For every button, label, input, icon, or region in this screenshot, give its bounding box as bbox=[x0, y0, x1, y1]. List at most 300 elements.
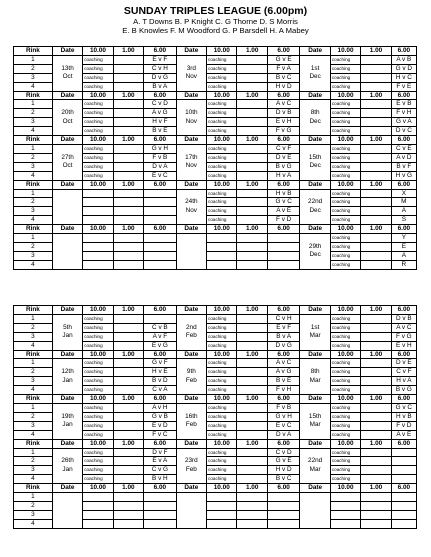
match-6pm: A v H bbox=[144, 403, 177, 412]
slot-1pm bbox=[237, 127, 267, 136]
header-cell: Date bbox=[52, 180, 82, 189]
coaching-slot: coaching bbox=[83, 118, 113, 127]
match-6pm bbox=[267, 242, 300, 251]
rink-row bbox=[14, 100, 417, 109]
match-6pm: C v B bbox=[144, 323, 177, 332]
slot-1pm bbox=[113, 127, 143, 136]
match-6pm: H v G bbox=[391, 171, 416, 180]
header-cell: Date bbox=[52, 136, 82, 145]
coaching-slot: coaching bbox=[207, 359, 237, 368]
match-6pm: B v C bbox=[267, 475, 300, 484]
match-6pm: G v D bbox=[391, 64, 416, 73]
coaching-slot: coaching bbox=[330, 386, 360, 395]
match-6pm: A bbox=[391, 251, 416, 260]
coaching-slot bbox=[83, 189, 113, 198]
header-cell: 1.00 bbox=[361, 439, 391, 448]
match-6pm: D v E bbox=[391, 359, 416, 368]
match-6pm: A v G bbox=[144, 109, 177, 118]
slot-1pm bbox=[361, 127, 391, 136]
match-6pm bbox=[391, 475, 416, 484]
rink-row bbox=[14, 403, 417, 412]
match-6pm: C v G bbox=[144, 466, 177, 475]
slot-1pm bbox=[361, 234, 391, 243]
slot-1pm bbox=[237, 430, 267, 439]
coaching-slot: coaching bbox=[207, 403, 237, 412]
rink-number: 4 bbox=[14, 216, 53, 225]
coaching-slot: coaching bbox=[330, 242, 360, 251]
date-month: Dec bbox=[309, 251, 321, 259]
rink-number: 4 bbox=[14, 475, 53, 484]
date-day: 29th bbox=[308, 242, 322, 250]
slot-1pm bbox=[237, 144, 267, 153]
match-6pm: F v H bbox=[267, 386, 300, 395]
slot-1pm bbox=[237, 493, 267, 502]
header-cell: 6.00 bbox=[391, 136, 416, 145]
match-date bbox=[300, 189, 330, 225]
coaching-slot: coaching bbox=[83, 127, 113, 136]
slot-1pm bbox=[113, 171, 143, 180]
match-6pm: D v B bbox=[391, 314, 416, 323]
slot-1pm bbox=[237, 216, 267, 225]
match-date bbox=[52, 100, 82, 136]
rink-row bbox=[14, 144, 417, 153]
slot-1pm bbox=[113, 216, 143, 225]
slot-1pm bbox=[237, 251, 267, 260]
header-cell: 1.00 bbox=[113, 180, 143, 189]
slot-1pm bbox=[361, 493, 391, 502]
header-cell: 6.00 bbox=[391, 306, 416, 315]
match-6pm: G v B bbox=[144, 412, 177, 421]
header-cell: 6.00 bbox=[391, 395, 416, 404]
coaching-slot bbox=[207, 260, 237, 269]
match-date bbox=[300, 448, 330, 484]
coaching-slot bbox=[207, 510, 237, 519]
match-6pm: F v H bbox=[391, 109, 416, 118]
slot-1pm bbox=[361, 189, 391, 198]
slot-1pm bbox=[237, 198, 267, 207]
date-day: 20th bbox=[61, 109, 74, 117]
header-cell: 10.00 bbox=[330, 225, 360, 234]
header-cell: 1.00 bbox=[237, 47, 267, 56]
slot-1pm bbox=[237, 314, 267, 323]
header-cell: 10.00 bbox=[207, 225, 237, 234]
coaching-slot: coaching bbox=[207, 82, 237, 91]
header-row bbox=[14, 47, 417, 56]
header-cell: 10.00 bbox=[207, 439, 237, 448]
coaching-slot: coaching bbox=[207, 216, 237, 225]
slot-1pm bbox=[237, 153, 267, 162]
rink-number: 2 bbox=[14, 501, 53, 510]
coaching-slot bbox=[83, 493, 113, 502]
rink-number: 2 bbox=[14, 242, 53, 251]
match-date bbox=[176, 493, 206, 529]
rink-number: 3 bbox=[14, 510, 53, 519]
slot-1pm bbox=[361, 359, 391, 368]
coaching-slot: coaching bbox=[207, 109, 237, 118]
rink-number: 3 bbox=[14, 162, 53, 171]
rink-row bbox=[14, 493, 417, 502]
match-6pm bbox=[391, 448, 416, 457]
header-cell: 10.00 bbox=[83, 395, 113, 404]
header-cell: 10.00 bbox=[83, 91, 113, 100]
slot-1pm bbox=[361, 457, 391, 466]
header-cell: 10.00 bbox=[83, 306, 113, 315]
slot-1pm bbox=[361, 251, 391, 260]
slot-1pm bbox=[361, 341, 391, 350]
match-6pm: E v F bbox=[267, 323, 300, 332]
date-month: Feb bbox=[185, 421, 197, 429]
match-6pm: E v A bbox=[144, 457, 177, 466]
match-date bbox=[176, 189, 206, 225]
header-cell: 10.00 bbox=[330, 439, 360, 448]
slot-1pm bbox=[237, 323, 267, 332]
match-6pm: A v F bbox=[144, 332, 177, 341]
header-cell: 1.00 bbox=[361, 350, 391, 359]
match-6pm: A v C bbox=[267, 100, 300, 109]
header-cell: 1.00 bbox=[237, 484, 267, 493]
slot-1pm bbox=[113, 403, 143, 412]
header-cell: Date bbox=[300, 395, 330, 404]
coaching-slot: coaching bbox=[330, 457, 360, 466]
match-date bbox=[52, 448, 82, 484]
header-cell: 6.00 bbox=[391, 47, 416, 56]
header-cell: Rink bbox=[14, 91, 53, 100]
slot-1pm bbox=[113, 421, 143, 430]
header-cell: 10.00 bbox=[83, 484, 113, 493]
slot-1pm bbox=[361, 216, 391, 225]
date-day: 15th bbox=[308, 412, 322, 420]
coaching-slot: coaching bbox=[83, 368, 113, 377]
date-month: Nov bbox=[185, 162, 198, 170]
match-6pm: C v F bbox=[267, 144, 300, 153]
header-cell: 6.00 bbox=[267, 439, 300, 448]
coaching-slot: coaching bbox=[207, 466, 237, 475]
header-cell: 10.00 bbox=[83, 47, 113, 56]
header-cell: 10.00 bbox=[330, 306, 360, 315]
match-6pm bbox=[144, 501, 177, 510]
date-day: 5th bbox=[63, 323, 72, 331]
slot-1pm bbox=[361, 386, 391, 395]
header-cell: 6.00 bbox=[391, 484, 416, 493]
date-day: 22nd bbox=[308, 457, 323, 465]
match-6pm: G v F bbox=[144, 359, 177, 368]
match-6pm bbox=[144, 207, 177, 216]
header-cell: 1.00 bbox=[237, 180, 267, 189]
date-month: Nov bbox=[185, 117, 198, 125]
match-date bbox=[52, 359, 82, 395]
match-6pm: E bbox=[391, 242, 416, 251]
match-6pm bbox=[391, 501, 416, 510]
rink-row bbox=[14, 189, 417, 198]
slot-1pm bbox=[113, 510, 143, 519]
date-month: Feb bbox=[185, 332, 197, 340]
coaching-slot: coaching bbox=[83, 82, 113, 91]
slot-1pm bbox=[113, 341, 143, 350]
match-6pm: B v A bbox=[144, 82, 177, 91]
slot-1pm bbox=[113, 475, 143, 484]
coaching-slot: coaching bbox=[207, 314, 237, 323]
match-6pm: G v E bbox=[267, 55, 300, 64]
header-cell: 10.00 bbox=[207, 306, 237, 315]
header-cell: Date bbox=[176, 439, 206, 448]
match-6pm: A v E bbox=[267, 207, 300, 216]
header-cell: 1.00 bbox=[361, 47, 391, 56]
slot-1pm bbox=[237, 242, 267, 251]
header-row bbox=[14, 91, 417, 100]
date-day: 19th bbox=[61, 412, 74, 420]
coaching-slot: coaching bbox=[207, 153, 237, 162]
slot-1pm bbox=[361, 332, 391, 341]
coaching-slot: coaching bbox=[83, 100, 113, 109]
match-6pm: D v G bbox=[144, 73, 177, 82]
rink-number: 3 bbox=[14, 377, 53, 386]
header-cell: Date bbox=[300, 136, 330, 145]
match-6pm bbox=[391, 466, 416, 475]
header-cell: 10.00 bbox=[207, 91, 237, 100]
header-cell: 6.00 bbox=[267, 180, 300, 189]
header-cell: Date bbox=[300, 180, 330, 189]
rink-number: 1 bbox=[14, 55, 53, 64]
rink-number: 2 bbox=[14, 412, 53, 421]
slot-1pm bbox=[237, 412, 267, 421]
coaching-slot: coaching bbox=[207, 118, 237, 127]
match-6pm: E v D bbox=[144, 421, 177, 430]
slot-1pm bbox=[361, 100, 391, 109]
date-month: Oct bbox=[62, 73, 73, 81]
header-cell: 1.00 bbox=[237, 350, 267, 359]
match-date bbox=[300, 55, 330, 91]
coaching-slot: coaching bbox=[207, 171, 237, 180]
header-cell: Date bbox=[52, 225, 82, 234]
coaching-slot: coaching bbox=[83, 448, 113, 457]
match-6pm: G v A bbox=[391, 118, 416, 127]
match-6pm: D v A bbox=[144, 162, 177, 171]
slot-1pm bbox=[237, 82, 267, 91]
rink-row bbox=[14, 55, 417, 64]
header-cell: 10.00 bbox=[207, 47, 237, 56]
header-cell: 6.00 bbox=[267, 136, 300, 145]
coaching-slot: coaching bbox=[83, 153, 113, 162]
coaching-slot: coaching bbox=[330, 403, 360, 412]
rink-number: 1 bbox=[14, 359, 53, 368]
date-month: Mar bbox=[309, 332, 321, 340]
slot-1pm bbox=[113, 501, 143, 510]
coaching-slot: coaching bbox=[330, 162, 360, 171]
coaching-slot bbox=[207, 501, 237, 510]
slot-1pm bbox=[361, 377, 391, 386]
match-6pm bbox=[144, 234, 177, 243]
slot-1pm bbox=[237, 457, 267, 466]
slot-1pm bbox=[113, 162, 143, 171]
header-cell: 1.00 bbox=[361, 484, 391, 493]
rink-number: 1 bbox=[14, 100, 53, 109]
date-day: 8th bbox=[310, 368, 320, 376]
match-date bbox=[52, 403, 82, 439]
slot-1pm bbox=[361, 501, 391, 510]
slot-1pm bbox=[361, 323, 391, 332]
match-6pm bbox=[267, 501, 300, 510]
match-6pm: A v B bbox=[391, 55, 416, 64]
header-cell: 1.00 bbox=[361, 225, 391, 234]
header-cell: Date bbox=[176, 136, 206, 145]
match-6pm: D v E bbox=[267, 153, 300, 162]
match-6pm: G v C bbox=[267, 198, 300, 207]
header-cell: Date bbox=[300, 484, 330, 493]
coaching-slot bbox=[83, 198, 113, 207]
header-cell: 1.00 bbox=[237, 439, 267, 448]
coaching-slot bbox=[207, 519, 237, 528]
date-month: Jan bbox=[62, 332, 73, 340]
slot-1pm bbox=[237, 55, 267, 64]
header-cell: 1.00 bbox=[113, 350, 143, 359]
rink-number: 1 bbox=[14, 448, 53, 457]
match-date bbox=[176, 403, 206, 439]
rink-number: 1 bbox=[14, 189, 53, 198]
coaching-slot: coaching bbox=[83, 457, 113, 466]
match-6pm: A bbox=[391, 207, 416, 216]
slot-1pm bbox=[361, 118, 391, 127]
date-day: 16th bbox=[185, 412, 198, 420]
date-day: 1st bbox=[310, 64, 320, 72]
slot-1pm bbox=[237, 260, 267, 269]
header-cell: 6.00 bbox=[391, 180, 416, 189]
slot-1pm bbox=[361, 475, 391, 484]
coaching-slot: coaching bbox=[330, 234, 360, 243]
slot-1pm bbox=[113, 64, 143, 73]
match-6pm: E v H bbox=[267, 118, 300, 127]
header-cell: 6.00 bbox=[267, 395, 300, 404]
rink-number: 3 bbox=[14, 207, 53, 216]
coaching-slot: coaching bbox=[330, 368, 360, 377]
rink-number: 4 bbox=[14, 127, 53, 136]
coaching-slot: coaching bbox=[330, 55, 360, 64]
rink-number: 2 bbox=[14, 198, 53, 207]
rink-number: 4 bbox=[14, 171, 53, 180]
match-6pm bbox=[144, 314, 177, 323]
slot-1pm bbox=[237, 109, 267, 118]
match-6pm: D v F bbox=[144, 448, 177, 457]
slot-1pm bbox=[237, 171, 267, 180]
coaching-slot: coaching bbox=[83, 314, 113, 323]
date-day: 9th bbox=[186, 368, 196, 376]
date-day: 15th bbox=[308, 153, 322, 161]
header-row bbox=[14, 180, 417, 189]
date-day: 24th bbox=[185, 198, 198, 206]
match-6pm bbox=[144, 189, 177, 198]
slot-1pm bbox=[113, 189, 143, 198]
header-cell: 6.00 bbox=[144, 350, 177, 359]
slot-1pm bbox=[113, 412, 143, 421]
match-date bbox=[176, 448, 206, 484]
slot-1pm bbox=[237, 189, 267, 198]
match-6pm: G v C bbox=[391, 403, 416, 412]
date-day: 8th bbox=[310, 109, 320, 117]
coaching-slot bbox=[83, 216, 113, 225]
header-cell: Date bbox=[300, 47, 330, 56]
rink-number: 3 bbox=[14, 421, 53, 430]
coaching-slot: coaching bbox=[330, 314, 360, 323]
header-cell: 1.00 bbox=[113, 484, 143, 493]
coaching-slot bbox=[83, 501, 113, 510]
players-list-line-1: A. T Downs B. P Knight C. G Thorne D. S Morris bbox=[133, 17, 298, 26]
header-cell: 1.00 bbox=[237, 395, 267, 404]
slot-1pm bbox=[237, 448, 267, 457]
match-6pm: B v F bbox=[391, 162, 416, 171]
coaching-slot: coaching bbox=[207, 421, 237, 430]
header-cell: 6.00 bbox=[267, 484, 300, 493]
header-cell: 1.00 bbox=[361, 306, 391, 315]
slot-1pm bbox=[113, 251, 143, 260]
coaching-slot: coaching bbox=[207, 162, 237, 171]
coaching-slot: coaching bbox=[83, 475, 113, 484]
rink-number: 3 bbox=[14, 73, 53, 82]
header-cell: 6.00 bbox=[144, 439, 177, 448]
match-date bbox=[300, 100, 330, 136]
slot-1pm bbox=[237, 519, 267, 528]
header-cell: 1.00 bbox=[113, 306, 143, 315]
header-cell: 1.00 bbox=[237, 306, 267, 315]
match-6pm: G v H bbox=[144, 144, 177, 153]
date-month: Oct bbox=[62, 162, 73, 170]
rink-number: 1 bbox=[14, 144, 53, 153]
match-6pm: B v C bbox=[267, 73, 300, 82]
coaching-slot: coaching bbox=[83, 171, 113, 180]
match-6pm: F v C bbox=[144, 430, 177, 439]
header-cell: 10.00 bbox=[83, 350, 113, 359]
match-date bbox=[176, 144, 206, 180]
header-cell: Date bbox=[176, 306, 206, 315]
slot-1pm bbox=[113, 448, 143, 457]
coaching-slot bbox=[207, 493, 237, 502]
players-list-line-2: E. B Knowles F. M Woodford G. P Barsdell H. A Mabey bbox=[122, 26, 309, 35]
coaching-slot: coaching bbox=[330, 64, 360, 73]
header-cell: 10.00 bbox=[83, 225, 113, 234]
coaching-slot: coaching bbox=[83, 430, 113, 439]
slot-1pm bbox=[237, 118, 267, 127]
coaching-slot: coaching bbox=[207, 144, 237, 153]
date-day: 17th bbox=[185, 153, 198, 161]
slot-1pm bbox=[237, 501, 267, 510]
header-cell: 1.00 bbox=[237, 136, 267, 145]
coaching-slot bbox=[83, 234, 113, 243]
rink-number: 3 bbox=[14, 466, 53, 475]
header-row bbox=[14, 306, 417, 315]
coaching-slot: coaching bbox=[83, 144, 113, 153]
slot-1pm bbox=[113, 430, 143, 439]
slot-1pm bbox=[361, 153, 391, 162]
rink-number: 4 bbox=[14, 386, 53, 395]
match-6pm: B v D bbox=[144, 377, 177, 386]
rink-row bbox=[14, 234, 417, 243]
slot-1pm bbox=[237, 359, 267, 368]
match-6pm bbox=[144, 216, 177, 225]
coaching-slot: coaching bbox=[207, 412, 237, 421]
header-row bbox=[14, 350, 417, 359]
coaching-slot: coaching bbox=[83, 421, 113, 430]
slot-1pm bbox=[361, 430, 391, 439]
match-6pm bbox=[144, 251, 177, 260]
coaching-slot: coaching bbox=[330, 359, 360, 368]
coaching-slot: coaching bbox=[207, 64, 237, 73]
coaching-slot: coaching bbox=[207, 430, 237, 439]
header-cell: Date bbox=[176, 225, 206, 234]
coaching-slot bbox=[83, 519, 113, 528]
rink-number: 2 bbox=[14, 368, 53, 377]
header-cell: Rink bbox=[14, 47, 53, 56]
coaching-slot: coaching bbox=[207, 127, 237, 136]
header-cell: 6.00 bbox=[144, 395, 177, 404]
slot-1pm bbox=[113, 198, 143, 207]
